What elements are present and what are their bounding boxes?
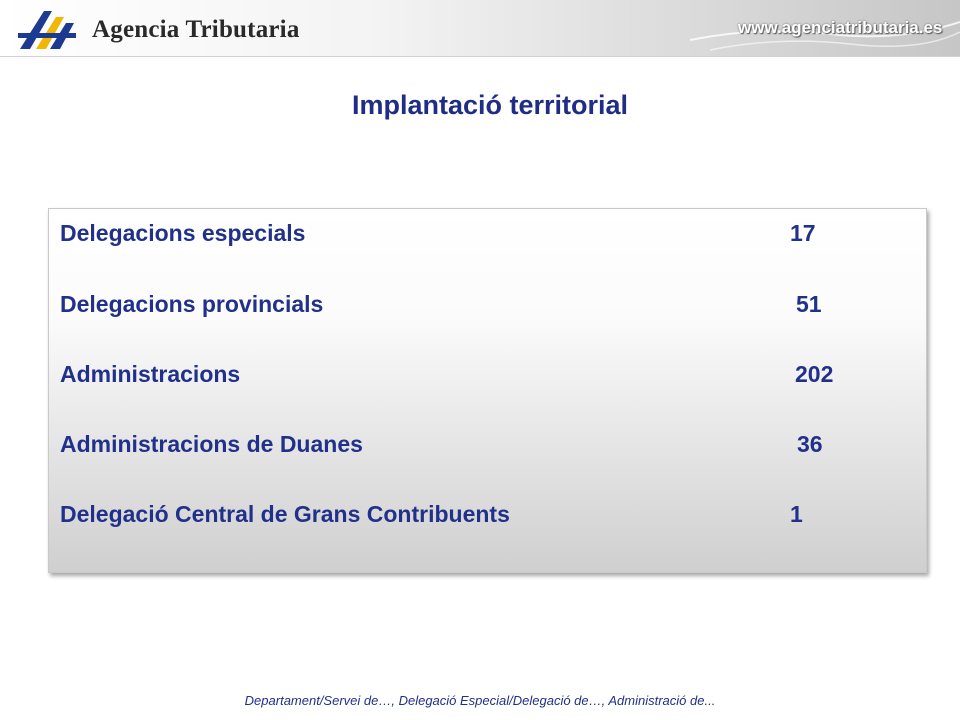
row-label: Delegacions especials [60,220,306,246]
page-title: Implantació territorial [351,90,629,120]
footer-text: Departament/Servei de…, Delegació Especial/Delegació de…, Administració de... [244,693,716,708]
brand-name: Agencia Tributaria [92,16,300,43]
content-panel [48,208,927,573]
row-value: 36 [797,431,823,457]
row-value: 51 [796,291,822,317]
row-label: Delegació Central de Grans Contribuents [60,501,510,527]
row-label: Delegacions provincials [60,291,324,317]
row-label: Administracions [60,361,241,387]
row-label: Administracions de Duanes [60,431,363,457]
row-value: 1 [790,501,803,527]
list-item [60,431,910,463]
list-item [60,291,910,323]
row-value: 17 [790,220,816,246]
list-item [60,361,910,393]
list-item [60,501,910,533]
header-bar [0,0,960,57]
website-url[interactable]: www.agenciatributaria.es [738,18,943,37]
row-value: 202 [795,361,834,387]
agencia-tributaria-logo-icon [14,5,78,51]
list-item [60,220,910,252]
